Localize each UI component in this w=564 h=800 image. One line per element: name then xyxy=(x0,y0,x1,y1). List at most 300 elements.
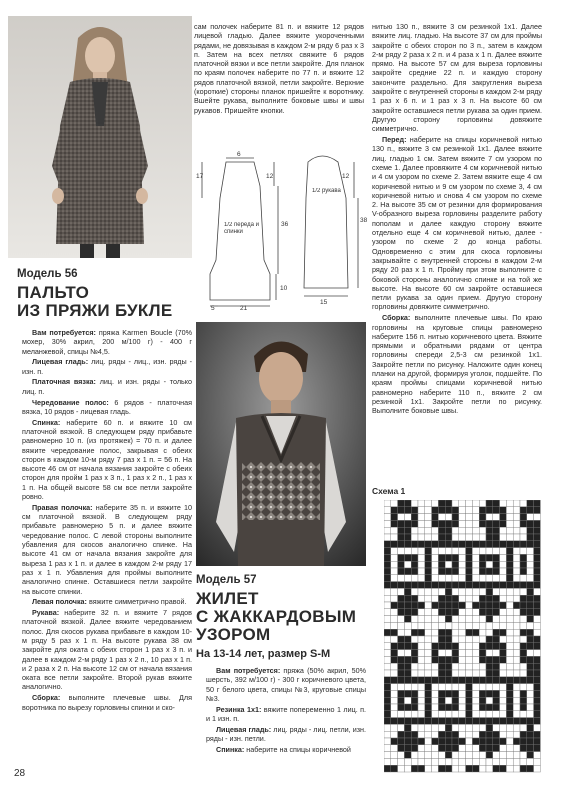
scheme-cell xyxy=(398,718,405,725)
scheme-cell xyxy=(445,643,452,650)
scheme-cell xyxy=(391,718,398,725)
scheme-cell xyxy=(411,704,418,711)
scheme-cell xyxy=(506,534,513,541)
scheme-cell xyxy=(520,548,527,555)
scheme-cell xyxy=(493,595,500,602)
scheme-cell xyxy=(527,595,534,602)
scheme-cell xyxy=(445,609,452,616)
scheme-cell xyxy=(506,650,513,657)
scheme-cell xyxy=(411,527,418,534)
scheme-cell xyxy=(459,697,466,704)
scheme-cell xyxy=(486,656,493,663)
scheme-cell xyxy=(384,731,391,738)
scheme-cell xyxy=(466,575,473,582)
scheme-cell xyxy=(506,677,513,684)
scheme-cell xyxy=(527,548,534,555)
scheme-cell xyxy=(432,758,439,765)
model-56-title-line-2: ИЗ ПРЯЖИ БУКЛЕ xyxy=(17,301,173,320)
scheme-cell xyxy=(459,582,466,589)
scheme-cell xyxy=(425,554,432,561)
scheme-cell xyxy=(459,534,466,541)
instruction-paragraph: Рукава: наберите 32 п. и вяжите 7 рядов платочной вязкой. Далее вяжите чередованием полос. Для скосов рукава прибавьте в каждом 10-м ряду 5 раз х 1 п. На высоте рукава 38 см закройте для оката с обеих сторон 1 раз х 3 п. и далее в каждом 2-м ряду 1 раз х 2 п., 10 раз х 1 п. и 2 раза х 2 п. На высоте 12 см от начала вязания оката все петли закройте. Второй рукав вяжите аналогично. xyxy=(22,608,192,692)
dim-12-right: 12 xyxy=(342,173,350,180)
scheme-cell xyxy=(432,663,439,670)
girl-coat-image xyxy=(8,16,192,258)
scheme-cell xyxy=(513,758,520,765)
scheme-cell xyxy=(466,684,473,691)
scheme-cell xyxy=(506,690,513,697)
scheme-cell xyxy=(384,616,391,623)
scheme-cell xyxy=(500,663,507,670)
scheme-cell xyxy=(384,548,391,555)
scheme-cell xyxy=(452,548,459,555)
scheme-cell xyxy=(527,690,534,697)
scheme-cell xyxy=(466,595,473,602)
scheme-cell xyxy=(432,731,439,738)
scheme-cell xyxy=(384,554,391,561)
scheme-cell xyxy=(527,711,534,718)
scheme-cell xyxy=(520,643,527,650)
scheme-cell xyxy=(391,595,398,602)
scheme-cell xyxy=(411,582,418,589)
scheme-cell xyxy=(398,758,405,765)
dim-12-left: 12 xyxy=(266,173,274,180)
scheme-cell xyxy=(452,643,459,650)
scheme-cell xyxy=(391,520,398,527)
scheme-cell xyxy=(445,554,452,561)
scheme-cell xyxy=(479,527,486,534)
scheme-cell xyxy=(384,758,391,765)
scheme-cell xyxy=(466,704,473,711)
scheme-cell xyxy=(493,704,500,711)
scheme-cell xyxy=(459,554,466,561)
scheme-cell xyxy=(418,541,425,548)
scheme-cell xyxy=(534,711,541,718)
scheme-cell xyxy=(425,745,432,752)
scheme-cell xyxy=(520,622,527,629)
scheme-cell xyxy=(534,561,541,568)
scheme-cell xyxy=(425,656,432,663)
scheme-cell xyxy=(398,534,405,541)
scheme-cell xyxy=(527,752,534,759)
scheme-cell xyxy=(418,514,425,521)
scheme-cell xyxy=(466,724,473,731)
scheme-cell xyxy=(398,541,405,548)
scheme-cell xyxy=(466,677,473,684)
scheme-cell xyxy=(404,575,411,582)
scheme-cell xyxy=(445,670,452,677)
scheme-cell xyxy=(520,758,527,765)
scheme-cell xyxy=(520,765,527,772)
scheme-cell xyxy=(418,758,425,765)
scheme-cell xyxy=(534,697,541,704)
scheme-cell xyxy=(513,520,520,527)
scheme-cell xyxy=(534,622,541,629)
scheme-cell xyxy=(472,765,479,772)
scheme-cell xyxy=(425,697,432,704)
scheme-cell xyxy=(432,670,439,677)
scheme-cell xyxy=(432,622,439,629)
scheme-cell xyxy=(479,690,486,697)
scheme-cell xyxy=(534,636,541,643)
scheme-cell xyxy=(486,650,493,657)
scheme-cell xyxy=(384,677,391,684)
scheme-cell xyxy=(479,554,486,561)
scheme-cell xyxy=(404,500,411,507)
scheme-cell xyxy=(493,588,500,595)
scheme-cell xyxy=(438,500,445,507)
scheme-cell xyxy=(411,663,418,670)
scheme-cell xyxy=(438,738,445,745)
scheme-cell xyxy=(479,548,486,555)
scheme-cell xyxy=(534,602,541,609)
scheme-cell xyxy=(506,507,513,514)
scheme-cell xyxy=(513,697,520,704)
scheme-cell xyxy=(425,731,432,738)
scheme-cell xyxy=(506,500,513,507)
scheme-cell xyxy=(391,629,398,636)
scheme-cell xyxy=(404,541,411,548)
scheme-cell xyxy=(404,622,411,629)
scheme-cell xyxy=(398,704,405,711)
scheme-cell xyxy=(459,718,466,725)
scheme-cell xyxy=(513,534,520,541)
scheme-cell xyxy=(391,731,398,738)
scheme-cell xyxy=(438,622,445,629)
scheme-cell xyxy=(493,616,500,623)
scheme-cell xyxy=(459,507,466,514)
scheme-cell xyxy=(534,704,541,711)
scheme-cell xyxy=(432,534,439,541)
scheme-cell xyxy=(466,541,473,548)
scheme-cell xyxy=(466,534,473,541)
scheme-cell xyxy=(472,650,479,657)
scheme-cell xyxy=(493,724,500,731)
instruction-paragraph: нитью 130 п., вяжите 3 см резинкой 1х1. Далее вяжите лиц. гладью. На высоте 37 см для проймы закройте с обеих сторон по 3 п., затем в каждом 2-м ряду 2 раза х 2 п. и 4 раза х 1 п. Далее вяжите прямо. На высоте 57 см для выреза горловины закройте средние 22 п. и каждую сторону закончите раздельно. Для закругления выреза закройте с внутренней стороны в каждом 2-м ряду 1 раз х 6 п. и 1 раз х 3 п. На высоте 60 см закройте оставшиеся петли рукава за один прием. Другую сторону горловины довяжите симметрично. xyxy=(372,22,542,134)
scheme-cell xyxy=(425,629,432,636)
scheme-cell xyxy=(404,697,411,704)
scheme-cell xyxy=(432,636,439,643)
scheme-cell xyxy=(432,697,439,704)
scheme-cell xyxy=(534,718,541,725)
scheme-cell xyxy=(486,690,493,697)
scheme-cell xyxy=(452,650,459,657)
scheme-cell xyxy=(472,582,479,589)
scheme-cell xyxy=(445,724,452,731)
scheme-cell xyxy=(520,697,527,704)
scheme-cell xyxy=(452,575,459,582)
scheme-cell xyxy=(398,616,405,623)
scheme-cell xyxy=(398,636,405,643)
scheme-cell xyxy=(506,568,513,575)
scheme-cell xyxy=(445,738,452,745)
scheme-cell xyxy=(418,711,425,718)
scheme-cell xyxy=(500,752,507,759)
scheme-cell xyxy=(404,745,411,752)
scheme-cell xyxy=(404,609,411,616)
scheme-cell xyxy=(493,684,500,691)
scheme-cell xyxy=(411,534,418,541)
scheme-cell xyxy=(432,609,439,616)
dim-38: 38 xyxy=(360,217,368,224)
scheme-cell xyxy=(486,636,493,643)
scheme-cell xyxy=(391,622,398,629)
scheme-cell xyxy=(452,656,459,663)
scheme-cell xyxy=(445,711,452,718)
instruction-paragraph: Резинка 1х1: вяжите попеременно 1 лиц. п. и 1 изн. п. xyxy=(206,704,366,723)
scheme-cell xyxy=(527,663,534,670)
scheme-cell xyxy=(391,758,398,765)
scheme-cell xyxy=(520,731,527,738)
scheme-cell xyxy=(500,548,507,555)
scheme-cell xyxy=(432,527,439,534)
scheme-cell xyxy=(527,609,534,616)
dim-10: 10 xyxy=(280,285,288,292)
label-front-back: 1/2 переда и спинки xyxy=(224,222,259,235)
scheme-cell xyxy=(486,616,493,623)
scheme-cell xyxy=(391,663,398,670)
scheme-cell xyxy=(527,724,534,731)
scheme-cell xyxy=(520,690,527,697)
scheme-cell xyxy=(520,650,527,657)
scheme-cell xyxy=(404,765,411,772)
scheme-cell xyxy=(459,595,466,602)
scheme-cell xyxy=(527,561,534,568)
scheme-cell xyxy=(500,670,507,677)
instruction-paragraph: Сборка: выполните плечевые швы. Для воротника по вырезу горловины спинки и ско- xyxy=(22,693,192,712)
scheme-cell xyxy=(452,588,459,595)
scheme-cell xyxy=(459,765,466,772)
scheme-cell xyxy=(493,575,500,582)
scheme-cell xyxy=(411,541,418,548)
scheme-cell xyxy=(459,520,466,527)
scheme-cell xyxy=(493,731,500,738)
scheme-cell xyxy=(438,520,445,527)
scheme-cell xyxy=(527,534,534,541)
scheme-cell xyxy=(459,758,466,765)
scheme-cell xyxy=(418,575,425,582)
scheme-cell xyxy=(391,527,398,534)
scheme-cell xyxy=(391,582,398,589)
scheme-cell xyxy=(384,656,391,663)
scheme-cell xyxy=(466,711,473,718)
scheme-cell xyxy=(506,656,513,663)
scheme-cell xyxy=(391,541,398,548)
scheme-cell xyxy=(418,616,425,623)
scheme-cell xyxy=(472,500,479,507)
scheme-cell xyxy=(398,656,405,663)
scheme-cell xyxy=(534,548,541,555)
scheme-cell xyxy=(472,677,479,684)
scheme-cell xyxy=(520,704,527,711)
scheme-cell xyxy=(411,690,418,697)
scheme-cell xyxy=(425,677,432,684)
scheme-cell xyxy=(459,622,466,629)
scheme-cell xyxy=(479,602,486,609)
scheme-cell xyxy=(418,765,425,772)
scheme-cell xyxy=(452,670,459,677)
scheme-cell xyxy=(459,514,466,521)
scheme-cell xyxy=(486,677,493,684)
scheme-cell xyxy=(418,588,425,595)
scheme-cell xyxy=(445,500,452,507)
scheme-cell xyxy=(534,745,541,752)
scheme-cell xyxy=(466,554,473,561)
scheme-cell xyxy=(432,745,439,752)
scheme-cell xyxy=(418,731,425,738)
scheme-cell xyxy=(398,582,405,589)
scheme-cell xyxy=(459,711,466,718)
scheme-cell xyxy=(384,520,391,527)
scheme-cell xyxy=(404,752,411,759)
scheme-cell xyxy=(384,752,391,759)
scheme-cell xyxy=(479,724,486,731)
scheme-cell xyxy=(384,534,391,541)
scheme-cell xyxy=(493,650,500,657)
scheme-cell xyxy=(452,765,459,772)
scheme-cell xyxy=(534,514,541,521)
scheme-cell xyxy=(493,527,500,534)
scheme-cell xyxy=(432,548,439,555)
scheme-cell xyxy=(418,752,425,759)
scheme-cell xyxy=(479,616,486,623)
scheme-cell xyxy=(391,670,398,677)
scheme-cell xyxy=(391,650,398,657)
scheme-cell xyxy=(432,684,439,691)
scheme-cell xyxy=(432,602,439,609)
scheme-cell xyxy=(472,704,479,711)
scheme-cell xyxy=(384,582,391,589)
scheme-cell xyxy=(527,650,534,657)
scheme-cell xyxy=(520,514,527,521)
scheme-cell xyxy=(534,643,541,650)
scheme-cell xyxy=(472,636,479,643)
scheme-cell xyxy=(486,738,493,745)
scheme-cell xyxy=(472,643,479,650)
scheme-cell xyxy=(438,595,445,602)
scheme-cell xyxy=(500,588,507,595)
scheme-cell xyxy=(411,629,418,636)
scheme-cell xyxy=(500,575,507,582)
scheme-cell xyxy=(418,724,425,731)
scheme-cell xyxy=(445,690,452,697)
scheme-cell xyxy=(411,677,418,684)
scheme-cell xyxy=(479,534,486,541)
scheme-cell xyxy=(520,677,527,684)
scheme-cell xyxy=(418,561,425,568)
scheme-cell xyxy=(527,758,534,765)
scheme-cell xyxy=(527,677,534,684)
scheme-cell xyxy=(479,588,486,595)
scheme-cell xyxy=(506,541,513,548)
scheme-cell xyxy=(432,704,439,711)
scheme-cell xyxy=(493,582,500,589)
scheme-cell xyxy=(438,507,445,514)
scheme-cell xyxy=(404,561,411,568)
scheme-cell xyxy=(472,731,479,738)
scheme-cell xyxy=(432,575,439,582)
scheme-cell xyxy=(472,724,479,731)
scheme-cell xyxy=(432,616,439,623)
scheme-cell xyxy=(527,738,534,745)
scheme-cell xyxy=(513,554,520,561)
scheme-cell xyxy=(513,588,520,595)
scheme-cell xyxy=(418,629,425,636)
scheme-cell xyxy=(425,548,432,555)
scheme-cell xyxy=(425,575,432,582)
scheme-cell xyxy=(520,752,527,759)
scheme-cell xyxy=(486,752,493,759)
scheme-cell xyxy=(479,609,486,616)
scheme-cell xyxy=(472,745,479,752)
scheme-cell xyxy=(500,622,507,629)
scheme-cell xyxy=(425,568,432,575)
scheme-cell xyxy=(445,745,452,752)
scheme-cell xyxy=(493,568,500,575)
label-sleeve: 1/2 рукава xyxy=(312,188,341,194)
scheme-cell xyxy=(527,765,534,772)
scheme-cell xyxy=(438,711,445,718)
scheme-cell xyxy=(527,514,534,521)
model-56-title-line-1: ПАЛЬТО xyxy=(17,283,90,302)
model-56-photo xyxy=(8,16,192,258)
scheme-cell xyxy=(384,697,391,704)
scheme-cell xyxy=(486,534,493,541)
scheme-cell xyxy=(506,595,513,602)
scheme-cell xyxy=(520,534,527,541)
scheme-cell xyxy=(459,616,466,623)
scheme-cell xyxy=(506,765,513,772)
scheme-cell xyxy=(527,507,534,514)
instruction-paragraph: Чередование полос: 6 рядов - платочная вязка, 10 рядов - лицевая гладь. xyxy=(22,397,192,416)
scheme-cell xyxy=(506,609,513,616)
scheme-cell xyxy=(391,752,398,759)
scheme-cell xyxy=(520,582,527,589)
scheme-cell xyxy=(404,711,411,718)
scheme-cell xyxy=(404,520,411,527)
scheme-cell xyxy=(411,622,418,629)
scheme-cell xyxy=(534,527,541,534)
scheme-cell xyxy=(520,724,527,731)
scheme-cell xyxy=(493,602,500,609)
scheme-cell xyxy=(472,541,479,548)
scheme-cell xyxy=(493,752,500,759)
scheme-cell xyxy=(466,643,473,650)
scheme-cell xyxy=(486,561,493,568)
scheme-cell xyxy=(398,629,405,636)
scheme-cell xyxy=(472,718,479,725)
instruction-paragraph: Спинка: наберите на спицы коричневой xyxy=(216,744,351,754)
scheme-cell xyxy=(418,582,425,589)
scheme-cell xyxy=(513,636,520,643)
scheme-cell xyxy=(479,718,486,725)
scheme-cell xyxy=(404,690,411,697)
scheme-cell xyxy=(391,548,398,555)
scheme-cell xyxy=(384,670,391,677)
model-57-instructions-continued xyxy=(372,22,542,482)
scheme-cell xyxy=(418,500,425,507)
scheme-cell xyxy=(527,745,534,752)
scheme-cell xyxy=(486,758,493,765)
scheme-cell xyxy=(445,622,452,629)
scheme-cell xyxy=(425,622,432,629)
scheme-cell xyxy=(513,629,520,636)
scheme-cell xyxy=(445,656,452,663)
scheme-cell xyxy=(391,609,398,616)
scheme-cell xyxy=(534,582,541,589)
scheme-cell xyxy=(466,602,473,609)
scheme-cell xyxy=(384,622,391,629)
